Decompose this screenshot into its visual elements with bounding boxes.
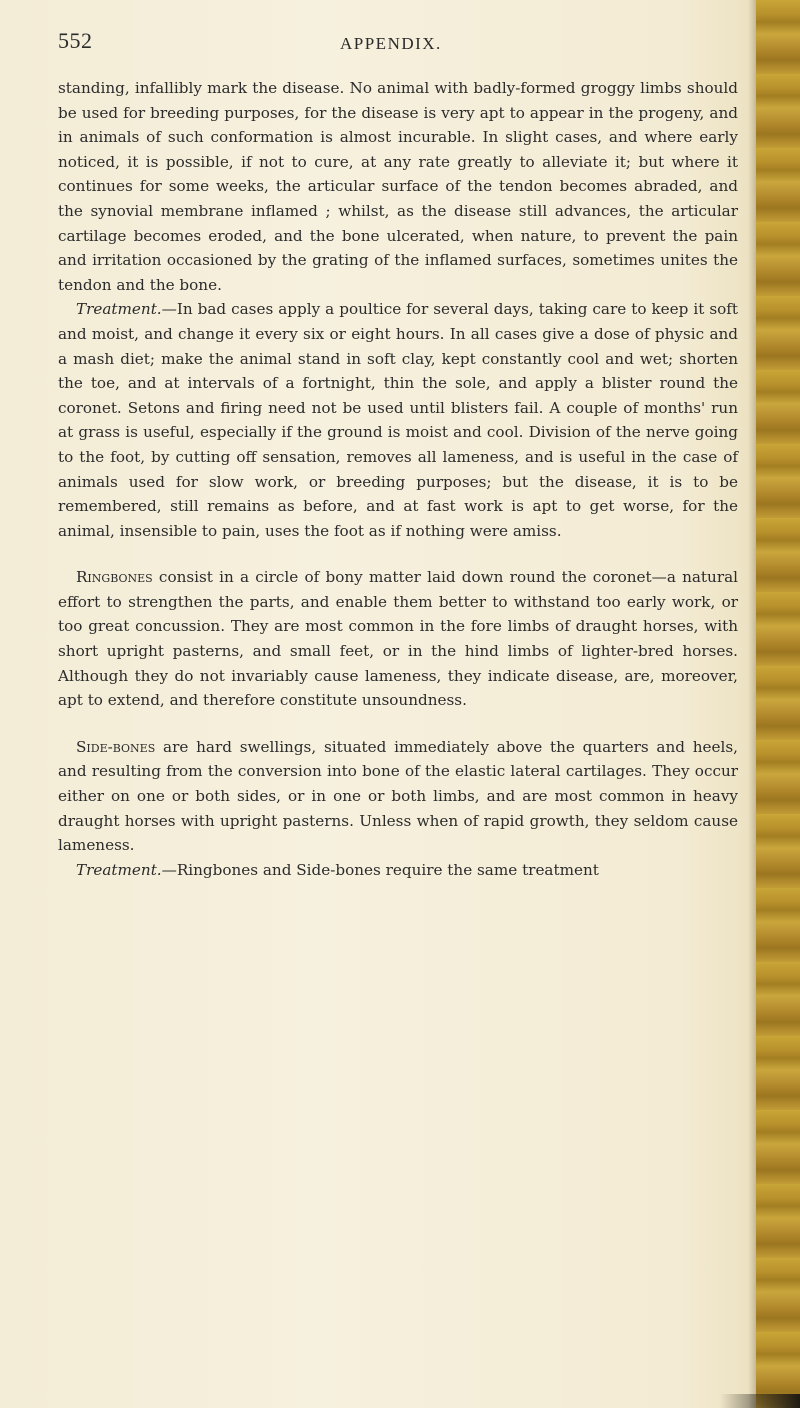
paragraph-5: [58, 858, 738, 883]
page-corner-shadow: [720, 1394, 800, 1408]
paragraph-text: —Ringbones and Side-bones require the same treatment: [161, 860, 599, 879]
page-number: 552: [58, 28, 93, 53]
paragraph-1: [58, 76, 738, 297]
paragraph-lead-italic: Treatment.: [76, 300, 162, 319]
paragraph-lead-smallcaps: Side-bones: [76, 737, 156, 756]
paragraph-text: standing, infallibly mark the disease. No animal with badly-formed groggy limbs should be used for breeding purposes, for the disease is very apt to appear in the progeny, and in animals of such conformation is almost incurable. In slight cases, and where early noticed, it is possible, if not to cure, at any rate greatly to alleviate it; but where it continues for some weeks, the articular surface of the tendon becomes abraded, and the synovial membrane inflamed ; whilst, as the disease still advances, the articular cartilage becomes eroded, and the bone ulcerated, when nature, to prevent the pain and irritation occasioned by the grating of the inflamed surfaces, sometimes unites the tendon and the bone.: [58, 79, 738, 294]
paragraph-lead-smallcaps: Ringbones: [76, 568, 153, 587]
paragraph-text: are hard swellings, situated immediately above the quarters and heels, and resulting from the conversion into bone of the elastic lateral cartilages. They occur either on one or both sides, or in one or both limbs, and are most common in heavy draught horses with upright pasterns. Unless when of rapid growth, they seldom cause lameness.: [58, 737, 738, 855]
paragraph-text: consist in a circle of bony matter laid down round the coronet—a natural effort to strengthen the parts, and enable them better to withstand too early work, or too great concussion. They are most common in the fore limbs of draught horses, with short upright pasterns, and small feet, or in the hind limbs of lighter-bred horses. Although they do not invariably cause lameness, they indicate disease, are, moreover, apt to extend, and therefore constitute unsoundness.: [58, 568, 738, 710]
paragraph-3: [58, 565, 738, 713]
page-edge-binding: [756, 0, 800, 1408]
paragraph-4: [58, 735, 738, 858]
paragraph-text: —In bad cases apply a poultice for several days, taking care to keep it soft and moist, and change it every six or eight hours. In all cases give a dose of physic and a mash diet; make the animal stand in soft clay, kept constantly cool and wet; shorten the toe, and at intervals of a fortnight, thin the sole, and apply a blister round the coronet. Setons and firing need not be used until blisters fail. A couple of months' run at grass is useful, especially if the ground is moist and cool. Division of the nerve going to the foot, by cutting off sensation, removes all lameness, and is useful in the case of animals used for slow work, or breeding purposes; but the disease, it is to be remembered, still remains as before, and at fast work is apt to get worse, for the animal, insensible to pain, uses the foot as if nothing were amiss.: [58, 300, 738, 540]
body-text: [58, 76, 738, 882]
paragraph-lead-italic: Treatment.: [76, 860, 162, 879]
running-head: APPENDIX.: [340, 34, 442, 53]
paragraph-2: [58, 297, 738, 543]
